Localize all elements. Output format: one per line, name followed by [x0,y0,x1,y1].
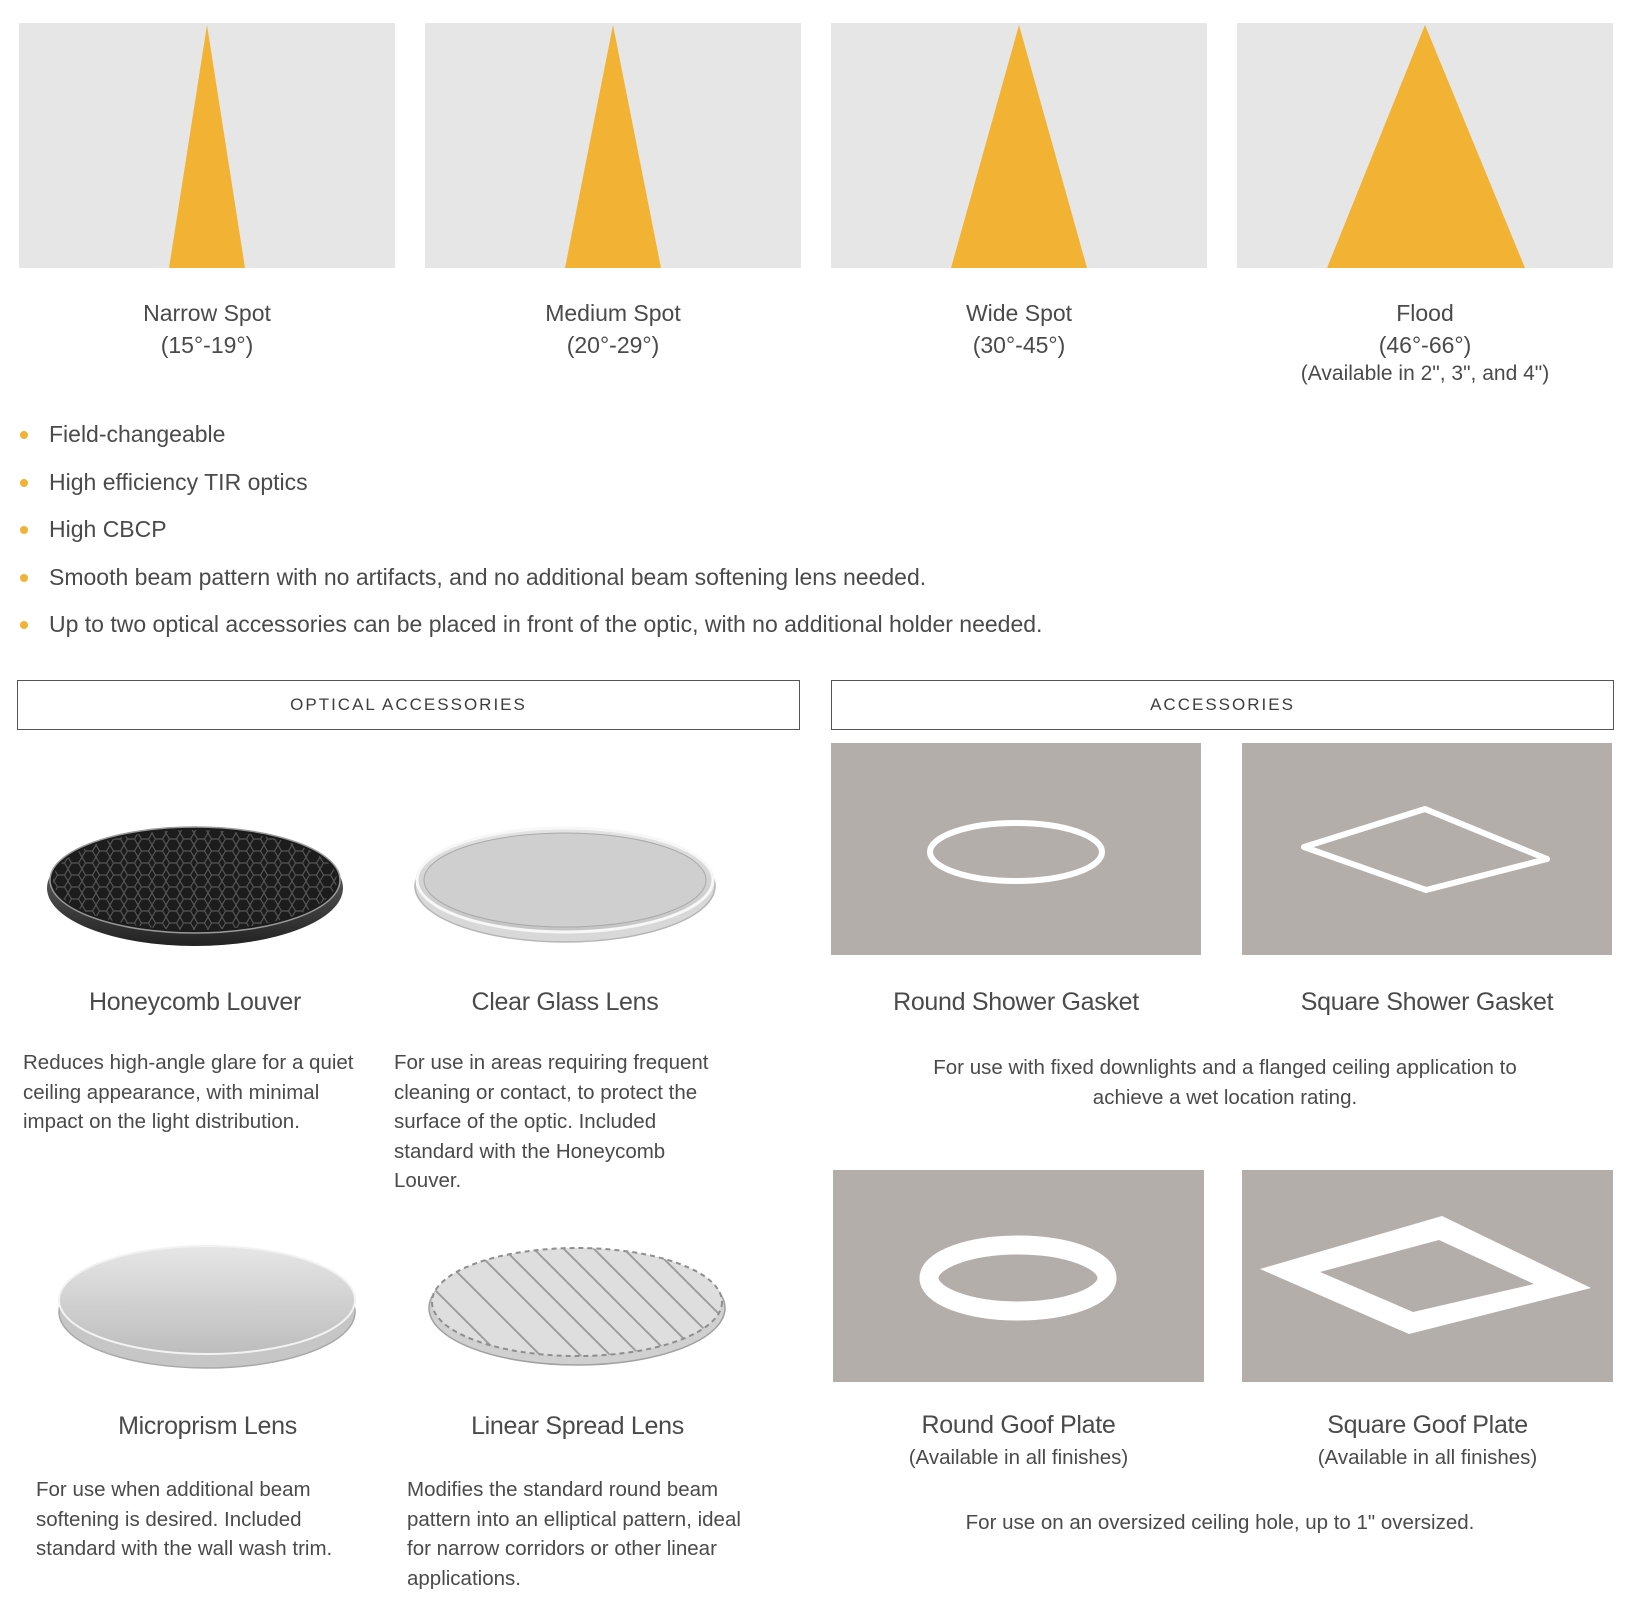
beam-range: (20°-29°) [566,332,660,358]
beam-diagram-flood [1237,23,1613,268]
beam-name: Medium Spot [545,300,681,326]
clear-glass-lens-image [410,820,720,945]
honeycomb-louver-title: Honeycomb Louver [89,988,301,1016]
round-shower-gasket-title: Round Shower Gasket [893,988,1139,1016]
bullet-icon [20,621,28,629]
bullet-icon [20,526,28,534]
honeycomb-louver-desc: Reduces high-angle glare for a quiet ceiling appearance, with minimal impact on the light distribution. [23,1051,354,1133]
feature-text: Smooth beam pattern with no artifacts, and no additional beam softening lens needed. [49,563,927,590]
beam-name: Narrow Spot [143,300,271,326]
square-shower-gasket-image [1242,743,1612,955]
beam-range: (15°-19°) [160,332,254,358]
feature-text: High efficiency TIR optics [49,468,308,495]
bullet-icon [20,479,28,487]
bullet-icon [20,431,28,439]
linear-spread-lens-desc: Modifies the standard round beam pattern into an elliptical pattern, ideal for narrow corridors or other linear applications. [407,1478,741,1590]
microprism-lens-desc: For use when additional beam softening is desired. Included standard with the wall wash trim. [36,1478,333,1560]
square-shower-gasket-title: Square Shower Gasket [1300,988,1554,1016]
round-goof-plate-note: (Available in all finishes) [908,1446,1129,1469]
bullet-icon [20,574,28,582]
clear-glass-lens-title: Clear Glass Lens [471,988,659,1016]
feature-item [18,462,1042,510]
clear-glass-lens-desc: For use in areas requiring frequent cleaning or contact, to protect the surface of the optic. Included standard with the Honeycomb Louver. [394,1051,709,1192]
linear-spread-lens-image [425,1240,730,1370]
beam-diagram-medium-spot [425,23,801,268]
beam-name: Wide Spot [965,300,1073,326]
optical-accessories-heading: OPTICAL ACCESSORIES [17,680,800,730]
accessories-heading: ACCESSORIES [831,680,1614,730]
beam-label-wide-spot [829,297,1209,361]
feature-item [18,414,1042,462]
square-goof-plate-title: Square Goof Plate [1327,1411,1528,1439]
honeycomb-louver-image [40,815,350,950]
feature-text: Up to two optical accessories can be placed in front of the optic, with no additional holder needed. [49,611,1043,637]
square-goof-plate-note: (Available in all finishes) [1317,1446,1538,1469]
beam-label-flood [1235,297,1615,387]
beam-label-medium-spot [423,297,803,361]
beam-label-narrow-spot [17,297,397,361]
microprism-lens-title: Microprism Lens [118,1412,297,1440]
beam-name: Flood [1396,300,1454,326]
beam-diagram-wide-spot [831,23,1207,268]
feature-text: High CBCP [49,516,167,542]
feature-text: Field-changeable [49,421,226,447]
feature-item [18,557,1042,605]
shower-gasket-desc: For use with fixed downlights and a flanged ceiling application to achieve a wet location rating. [933,1056,1517,1109]
beam-range: (46°-66°) [1378,332,1472,358]
feature-item [18,509,1042,557]
beam-range: (30°-45°) [972,332,1066,358]
beam-note: (Available in 2", 3", and 4") [1300,362,1550,385]
linear-spread-lens-title: Linear Spread Lens [471,1412,684,1440]
feature-list [18,414,1042,652]
beam-diagram-narrow-spot [19,23,395,268]
round-shower-gasket-image [831,743,1201,955]
feature-item [18,604,1042,652]
goof-plate-desc: For use on an oversized ceiling hole, up to 1" oversized. [965,1511,1475,1534]
round-goof-plate-title: Round Goof Plate [921,1411,1116,1439]
square-goof-plate-image [1242,1170,1613,1382]
microprism-lens-image [55,1240,360,1370]
round-goof-plate-image [833,1170,1204,1382]
